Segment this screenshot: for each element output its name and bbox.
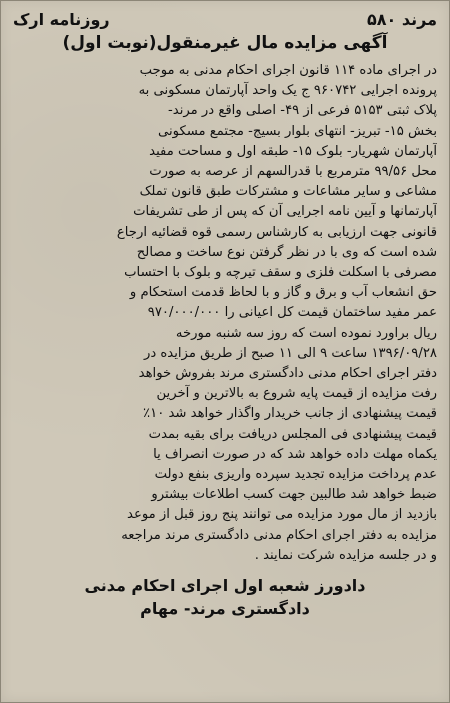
body-line: عمر مفید ساختمان قیمت کل اعیانی را ۹۷۰/۰۰۰/۰۰۰ bbox=[147, 305, 437, 321]
body-line: آپارتمانها و آیین نامه اجرایی آن که پس از طی تشریفات bbox=[133, 204, 437, 220]
notice-title: آگهی مزایده مال غیرمنقول(نوبت اول) bbox=[62, 33, 388, 53]
body-line: مصرفی با اسکلت فلزی و سقف تیرچه و بلوک با احتساب bbox=[124, 265, 437, 281]
body-line: در اجرای ماده ۱۱۴ قانون اجرای احکام مدنی به موجب bbox=[139, 63, 437, 78]
body-line: ریال براورد نموده است که روز سه شنبه مورخه bbox=[175, 325, 437, 341]
signature-line-2: دادگستری مرند- مهام bbox=[140, 599, 310, 619]
signature-block bbox=[13, 574, 437, 620]
body-line: آپارتمان شهریار- بلوک ۱۵- طبقه اول و مساحت مفید bbox=[149, 143, 437, 159]
newspaper-name: روزنامه ارک bbox=[13, 9, 110, 29]
body-line: مشاعی و سایر مشاعات و مشترکات طبق قانون تملک bbox=[139, 184, 437, 200]
body-line: پلاک ثبتی ۵۱۵۳ فرعی از ۴۹- اصلی واقع در مرند- bbox=[168, 103, 437, 119]
body-line: شده است که وی با در نظر گرفتن نوع ساخت و مصالح bbox=[136, 244, 437, 260]
signature-line-1: دادورز شعبه اول اجرای احکام مدنی bbox=[84, 576, 366, 596]
body-line: ۱۳۹۶/۰۹/۲۸ ساعت ۹ الی ۱۱ صبح از طریق مزایده در bbox=[143, 345, 437, 361]
body-line: بازدید از مال مورد مزایده می توانند پنج روز قبل از موعد bbox=[127, 507, 437, 523]
body-line: پرونده اجرایی ۹۶۰۷۴۲ ج یک واحد آپارتمان مسکونی به bbox=[138, 83, 437, 99]
body-line: قیمت پیشنهادی از جانب خریدار واگذار خواهد شد ۱۰٪ bbox=[143, 406, 437, 422]
body-line: حق انشعاب آب و برق و گاز و با لحاظ قدمت استحکام و bbox=[129, 285, 437, 301]
body-line: مزایده به دفتر اجرای احکام مدنی دادگستری مرند مراجعه bbox=[121, 527, 437, 543]
body-line: و در جلسه مزایده شرکت نمایند . bbox=[254, 547, 437, 563]
body-line: رفت مزایده از قیمت پایه شروع به بالاترین و آخرین bbox=[156, 386, 437, 402]
notice-body bbox=[13, 61, 437, 566]
header-bar bbox=[13, 7, 437, 31]
body-line: ضبط خواهد شد طالبین جهت کسب اطلاعات بیشترو bbox=[151, 487, 437, 503]
body-line: قانونی جهت ارزیابی به کارشناس رسمی قوه قضائیه ارجاع bbox=[116, 224, 437, 240]
notice-code: مرند ۵۸۰ bbox=[367, 9, 437, 29]
body-line: بخش ۱۵- تبریز- انتهای بلوار بسیج- مجتمع مسکونی bbox=[158, 123, 437, 139]
body-line: قیمت پیشنهادی فی المجلس دریافت برای بقیه بمدت bbox=[148, 426, 437, 442]
body-line: عدم پرداخت مزایده تجدید سپرده واریزی بنفع دولت bbox=[154, 467, 437, 483]
body-line: محل ۹۹/۵۶ مترمربع با قدرالسهم از عرصه به صورت bbox=[149, 164, 437, 180]
body-line: دفتر اجرای احکام مدنی دادگستری مرند بفروش خواهد bbox=[138, 366, 437, 382]
body-line: یکماه مهلت داده خواهد شد که در صورت انصراف یا bbox=[153, 446, 437, 462]
